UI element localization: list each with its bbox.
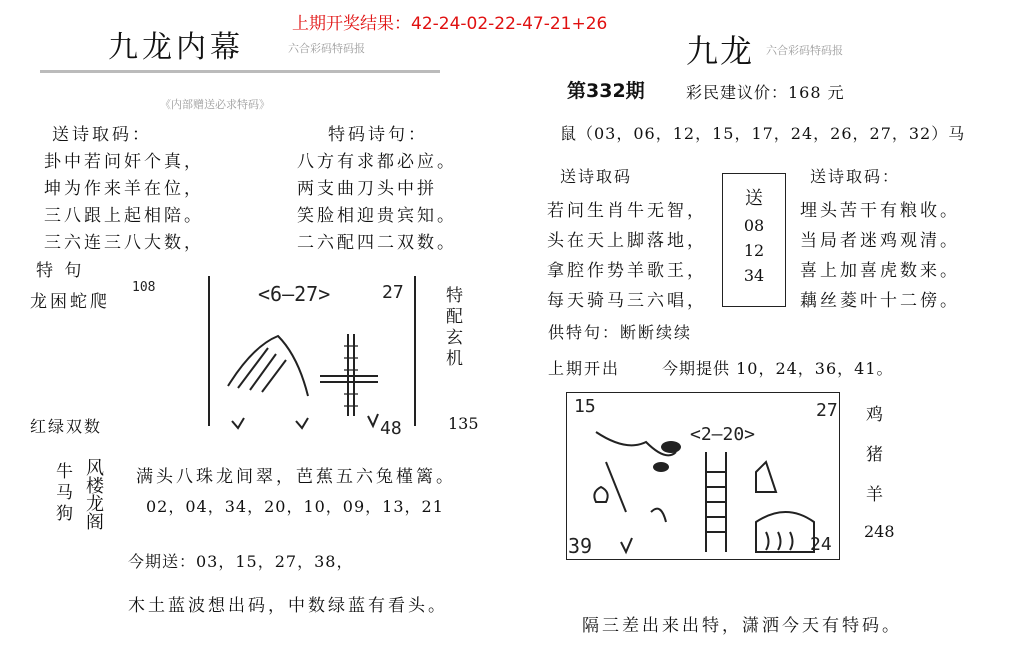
left-send-numbers: 今期送：03，15，27，38，	[128, 552, 354, 571]
right-poem-line-4: 每天骑马三六唱，	[547, 291, 707, 311]
right-side-animal-chicken: 鸡	[866, 405, 886, 425]
right-send-box-num-1: 08	[743, 216, 765, 235]
right-special-phrase: 供特句：断断续续	[548, 323, 693, 342]
right-poem-line-3: 拿腔作势羊歌王，	[547, 261, 707, 281]
right-shu-line: 鼠（03，06，12，15，17，24，26，27，32）马	[560, 124, 966, 143]
right-price: 彩民建议价：168 元	[686, 83, 845, 102]
right-send-box	[722, 173, 786, 307]
left-poem-header-left: 送诗取码：	[52, 125, 152, 145]
right-closing-line: 隔三差出来出特，潇洒今天有特码。	[582, 616, 902, 636]
left-sketch-right-border	[414, 276, 416, 426]
left-poem-line-4: 三六连三八大数，	[44, 233, 204, 253]
left-number-135: 135	[448, 414, 479, 433]
right-send-box-num-2: 12	[743, 241, 765, 260]
left-poem-line-1: 卦中若问奸个真，	[44, 152, 204, 172]
left-poem-line-2: 坤为作来羊在位，	[44, 179, 204, 199]
right-poem-header-left: 送诗取码	[560, 167, 633, 186]
left-poem-right-1: 八方有求都必应。	[297, 152, 457, 172]
left-title-side: 六合彩码特码报	[288, 42, 365, 55]
left-sketch-range: <6—27>	[258, 282, 331, 306]
right-poem-right-4: 藕丝菱叶十二傍。	[800, 291, 960, 311]
left-special-phrase: 龙困蛇爬	[30, 292, 110, 312]
left-closing-line: 木土蓝波想出码，中数绿蓝有看头。	[128, 596, 448, 616]
left-sketch-drawing	[208, 276, 414, 426]
left-sketch-number-27: 27	[382, 282, 404, 303]
left-verse-line: 满头八珠龙间翠，芭蕉五六兔槿篱。	[136, 467, 456, 487]
right-poem-right-1: 埋头苦干有粮收。	[800, 201, 960, 221]
left-sketch-number-108: 108	[132, 280, 156, 295]
right-send-box-label: 送	[745, 188, 763, 209]
right-provide-numbers: 今期提供 10，24，36，41。	[662, 359, 894, 378]
left-number-list: 02，04，34，20，10，09，13，21	[146, 497, 444, 516]
last-result-banner: 上期开奖结果：42-24-02-22-47-21+26	[292, 14, 608, 34]
left-poem-line-3: 三八跟上起相陪。	[44, 206, 204, 226]
right-sketch-range: <2—20>	[690, 424, 756, 445]
left-poem-header-right: 特码诗句：	[328, 125, 428, 145]
left-special-label: 特 句	[36, 261, 85, 281]
left-poem-right-4: 二六配四二双数。	[297, 233, 457, 253]
right-title: 九龙	[686, 32, 755, 70]
right-poem-right-3: 喜上加喜虎数来。	[800, 261, 960, 281]
right-poem-right-2: 当局者迷鸡观清。	[800, 231, 960, 251]
right-title-side: 六合彩码特码报	[766, 44, 843, 57]
right-last-open: 上期开出	[548, 359, 621, 378]
left-wind-column: 风楼龙阁	[83, 458, 104, 530]
right-poem-header-right: 送诗取码：	[810, 167, 901, 186]
left-sketch-number-48: 48	[380, 418, 402, 439]
right-side-animal-pig: 猪	[866, 445, 886, 465]
left-poem-right-2: 两支曲刀头中拼	[297, 179, 437, 199]
left-subtitle: 《内部赠送必求特码》	[160, 98, 270, 111]
left-title: 九龙内幕	[108, 30, 244, 65]
left-vertical-phrase: 特配玄机	[442, 286, 462, 370]
right-number-248: 248	[864, 522, 895, 541]
left-poem-right-3: 笑脸相迎贵宾知。	[297, 206, 457, 226]
right-sketch-drawing	[566, 392, 838, 558]
left-animals-column: 牛马狗	[52, 462, 72, 525]
right-send-box-num-3: 34	[743, 266, 765, 285]
right-poem-line-2: 头在天上脚落地，	[547, 231, 707, 251]
right-period: 第332期	[567, 80, 645, 102]
right-sketch-number-24: 24	[810, 534, 832, 555]
left-red-green: 红绿双数	[30, 417, 103, 436]
right-side-animal-sheep: 羊	[866, 485, 886, 505]
right-poem-line-1: 若问生肖牛无智，	[547, 201, 707, 221]
right-sketch-number-39: 39	[568, 534, 593, 558]
right-sketch-number-15: 15	[574, 396, 596, 417]
right-sketch-number-27: 27	[816, 400, 838, 421]
left-title-rule	[40, 70, 440, 73]
